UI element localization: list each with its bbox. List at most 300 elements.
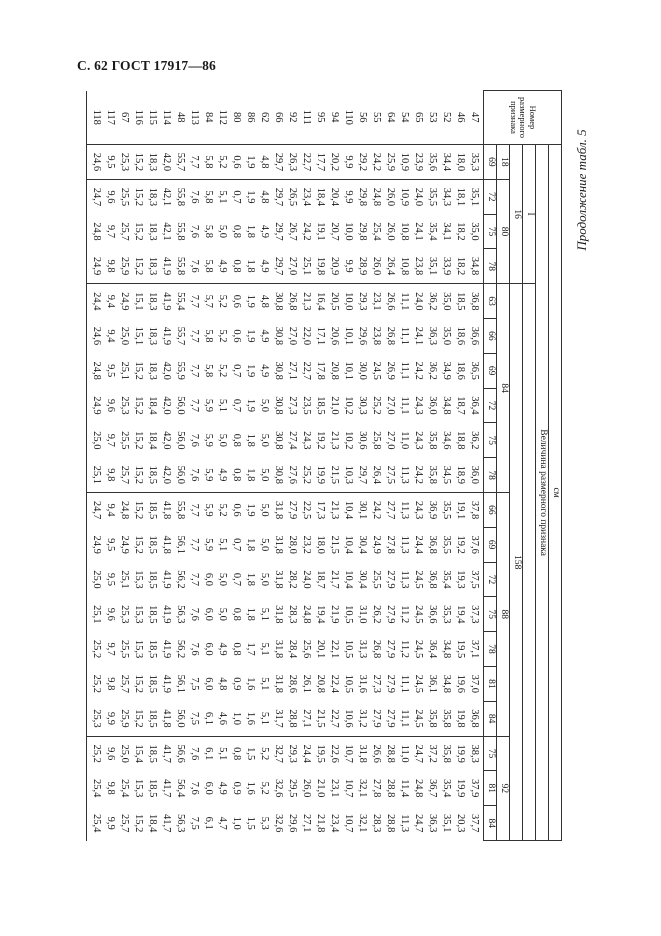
value-cell: 25,0	[87, 562, 104, 597]
value-cell: 27,8	[371, 779, 383, 798]
value-cell: 36,8	[467, 701, 484, 736]
value-cell: 20,2	[327, 145, 341, 180]
value-cell: 25,1	[87, 458, 104, 493]
value-cell: 37,3	[469, 605, 481, 624]
value-cell: 29,7	[273, 187, 285, 207]
value-cell: 34,8	[441, 639, 453, 659]
table-row	[173, 91, 187, 841]
level2-header: 158	[510, 284, 523, 841]
value-cell: 34,6	[441, 431, 453, 450]
value-cell: 6,1	[201, 701, 215, 736]
value-cell: 24,6	[87, 145, 104, 180]
value-cell: 5,1	[217, 190, 229, 204]
value-cell: 15,2	[131, 145, 145, 180]
column-header: 81	[484, 666, 497, 701]
table-row	[285, 91, 299, 841]
value-cell: 19,9	[313, 458, 327, 493]
value-cell: 15,2	[133, 361, 145, 380]
value-cell: 4,7	[217, 816, 229, 830]
table-row	[355, 91, 369, 841]
value-cell: 18,3	[147, 361, 159, 380]
table-row	[145, 91, 159, 841]
value-cell: 25,7	[119, 674, 131, 694]
feature-number-cell: 114	[159, 91, 173, 145]
value-cell: 18,5	[147, 744, 159, 763]
feature-number-cell: 54	[397, 91, 411, 145]
value-cell: 1,9	[243, 145, 257, 180]
value-cell: 15,3	[133, 605, 145, 624]
value-cell: 30,4	[357, 570, 369, 589]
value-cell: 27,0	[385, 431, 397, 450]
column-header: 84	[484, 701, 497, 736]
value-cell: 55,8	[175, 187, 187, 207]
feature-number-cell: 66	[271, 91, 285, 145]
value-cell: 19,4	[315, 605, 327, 624]
value-cell: 25,5	[119, 639, 131, 659]
value-cell: 24,4	[87, 284, 104, 319]
value-cell: 1,0	[229, 701, 243, 736]
value-cell: 24,7	[413, 814, 425, 833]
value-cell: 29,8	[357, 222, 369, 241]
value-cell: 5,0	[217, 224, 229, 239]
value-cell: 36,0	[467, 458, 484, 493]
value-cell: 30,8	[273, 292, 285, 311]
table-row	[271, 91, 285, 841]
value-cell: 7,5	[189, 677, 201, 691]
value-cell: 24,1	[413, 222, 425, 241]
value-cell: 24,4	[301, 744, 313, 763]
value-cell: 55,8	[175, 500, 187, 520]
value-cell: 36,8	[427, 535, 439, 554]
value-cell: 26,2	[371, 605, 383, 624]
size-features-table	[86, 90, 562, 841]
feature-number-cell: 113	[187, 91, 201, 145]
table-row	[87, 91, 104, 841]
value-cell: 1,6	[245, 677, 257, 691]
value-cell: 19,1	[455, 500, 467, 520]
value-cell: 41,7	[161, 744, 173, 763]
value-cell: 32,6	[273, 779, 285, 798]
value-cell: 5,2	[217, 294, 229, 308]
value-cell: 18,3	[147, 292, 159, 311]
value-cell: 41,9	[161, 605, 173, 624]
value-cell: 29,7	[271, 249, 285, 284]
value-cell: 25,4	[371, 222, 383, 241]
value-cell: 5,0	[217, 433, 229, 447]
page-header: С. 62 ГОСТ 17917—86	[77, 58, 216, 73]
value-cell: 9,5	[105, 572, 117, 587]
value-cell: 26,0	[385, 187, 397, 207]
value-cell: 26,9	[385, 361, 397, 380]
value-cell: 18,3	[147, 222, 159, 241]
value-cell: 37,0	[469, 674, 481, 694]
value-cell: 24,0	[301, 570, 313, 589]
value-cell: 4,9	[259, 364, 271, 378]
value-cell: 26,7	[287, 222, 299, 241]
value-cell: 5,8	[203, 190, 215, 204]
level3-header: 88	[497, 492, 510, 736]
value-cell: 30,6	[357, 431, 369, 450]
value-cell: 22,5	[301, 500, 313, 520]
value-cell: 10,5	[343, 605, 355, 624]
table-row	[313, 91, 327, 841]
value-cell: 23,1	[329, 779, 341, 798]
value-cell: 29,8	[357, 187, 369, 207]
value-cell: 24,8	[413, 779, 425, 798]
feature-number-cell: 94	[327, 91, 341, 145]
value-cell: 0,7	[231, 572, 243, 587]
value-cell: 56,2	[175, 570, 187, 589]
value-cell: 1,7	[245, 642, 257, 656]
value-cell: 20,3	[455, 814, 467, 833]
value-cell: 5,1	[257, 701, 271, 736]
value-cell: 10,7	[343, 744, 355, 763]
table-row	[341, 91, 355, 841]
value-cell: 25,9	[383, 145, 397, 180]
value-cell: 23,5	[301, 396, 313, 415]
value-cell: 11,1	[399, 292, 411, 311]
value-cell: 21,0	[329, 396, 341, 415]
value-cell: 29,3	[357, 292, 369, 311]
value-cell: 18,4	[147, 431, 159, 450]
value-cell: 18,2	[453, 249, 467, 284]
value-cell: 42,0	[159, 145, 173, 180]
value-cell: 20,7	[329, 222, 341, 241]
value-cell: 18,1	[455, 187, 467, 207]
value-cell: 41,8	[159, 701, 173, 736]
value-cell: 34,8	[441, 674, 453, 694]
column-header: 72	[484, 562, 497, 597]
level3-header: 80	[497, 179, 510, 283]
value-cell: 1,9	[245, 398, 257, 413]
value-cell: 23,2	[301, 535, 313, 554]
value-cell: 28,8	[385, 814, 397, 833]
value-cell: 22,1	[329, 639, 341, 659]
value-cell: 30,3	[357, 396, 369, 415]
value-cell: 19,1	[315, 222, 327, 241]
value-cell: 4,9	[217, 642, 229, 656]
value-cell: 7,7	[187, 145, 201, 180]
value-cell: 27,3	[371, 674, 383, 694]
value-cell: 28,2	[287, 570, 299, 589]
value-cell: 11,3	[399, 814, 411, 833]
value-cell: 25,1	[119, 570, 131, 589]
value-cell: 35,3	[441, 605, 453, 624]
value-cell: 27,9	[383, 701, 397, 736]
value-cell: 18,4	[147, 396, 159, 415]
value-cell: 42,0	[161, 361, 173, 380]
value-cell: 9,8	[103, 458, 117, 493]
value-cell: 5,9	[203, 538, 215, 552]
value-cell: 56,1	[175, 674, 187, 694]
value-cell: 1,8	[245, 607, 257, 621]
value-cell: 0,8	[231, 224, 243, 239]
value-cell: 21,7	[329, 570, 341, 589]
column-header: 63	[484, 284, 497, 319]
value-cell: 19,5	[315, 744, 327, 763]
column-header: 69	[484, 527, 497, 562]
value-cell: 4,9	[259, 329, 271, 343]
value-cell: 24,7	[413, 744, 425, 763]
value-cell: 21,5	[329, 535, 341, 554]
value-cell: 24,3	[413, 431, 425, 450]
value-cell: 15,2	[133, 431, 145, 450]
value-cell: 56,0	[175, 431, 187, 450]
value-cell: 1,9	[245, 503, 257, 517]
value-cell: 9,6	[105, 607, 117, 621]
value-cell: 18,5	[147, 570, 159, 589]
value-cell: 5,2	[215, 145, 229, 180]
value-cell: 55,8	[175, 222, 187, 241]
value-cell: 9,9	[341, 249, 355, 284]
value-cell: 9,6	[105, 398, 117, 413]
value-cell: 9,7	[105, 642, 117, 656]
value-cell: 24,0	[413, 292, 425, 311]
table-row	[243, 91, 257, 841]
value-cell: 16,4	[315, 292, 327, 311]
value-cell: 7,5	[187, 701, 201, 736]
value-cell: 27,9	[385, 570, 397, 589]
value-cell: 37,9	[469, 779, 481, 798]
value-cell: 5,1	[217, 538, 229, 552]
value-cell: 1,9	[245, 364, 257, 378]
value-cell: 1,8	[243, 458, 257, 493]
value-cell: 7,7	[189, 398, 201, 413]
value-cell: 25,0	[119, 744, 131, 763]
value-cell: 9,4	[105, 294, 117, 308]
value-cell: 18,0	[453, 145, 467, 180]
value-cell: 21,3	[329, 431, 341, 450]
value-cell: 28,8	[385, 744, 397, 763]
value-cell: 35,8	[425, 458, 439, 493]
value-cell: 18,2	[455, 222, 467, 241]
feature-number-cell: 84	[201, 91, 215, 145]
value-cell: 42,1	[161, 187, 173, 207]
value-cell: 15,1	[133, 326, 145, 346]
value-cell: 9,9	[105, 816, 117, 830]
value-cell: 9,7	[105, 224, 117, 239]
value-cell: 18,5	[455, 292, 467, 311]
value-cell: 34,4	[439, 145, 453, 180]
value-cell: 30,0	[357, 361, 369, 380]
value-cell: 0,6	[231, 503, 243, 517]
value-cell: 1,0	[231, 816, 243, 830]
value-cell: 5,2	[259, 747, 271, 761]
value-cell: 15,2	[133, 500, 145, 520]
value-cell: 24,8	[371, 187, 383, 207]
value-cell: 22,7	[327, 701, 341, 736]
value-cell: 11,1	[399, 396, 411, 415]
value-cell: 1,8	[245, 433, 257, 447]
value-cell: 1,5	[245, 747, 257, 761]
value-cell: 17,7	[313, 145, 327, 180]
value-cell: 18,3	[147, 326, 159, 346]
feature-number-cell: 112	[215, 91, 229, 145]
column-header: 72	[484, 388, 497, 423]
value-cell: 4,9	[259, 224, 271, 239]
value-cell: 36,1	[427, 674, 439, 694]
value-cell: 31,0	[357, 605, 369, 624]
value-cell: 4,9	[215, 249, 229, 284]
value-cell: 29,3	[287, 744, 299, 763]
table-row	[425, 91, 439, 841]
value-cell: 24,5	[371, 361, 383, 380]
value-cell: 24,9	[87, 388, 104, 423]
value-cell: 25,6	[301, 639, 313, 659]
value-cell: 35,6	[425, 145, 439, 180]
value-cell: 25,4	[87, 771, 104, 806]
value-cell: 26,8	[385, 326, 397, 346]
feature-number-cell: 111	[299, 91, 313, 145]
level1-empty-header	[523, 284, 536, 841]
value-cell: 37,1	[469, 639, 481, 659]
value-cell: 56,2	[175, 639, 187, 659]
value-cell: 18,5	[145, 458, 159, 493]
value-cell: 9,9	[341, 145, 355, 180]
value-cell: 28,8	[285, 701, 299, 736]
value-cell: 25,2	[299, 458, 313, 493]
value-cell: 7,6	[189, 781, 201, 795]
value-cell: 31,8	[273, 570, 285, 589]
value-cell: 41,9	[159, 249, 173, 284]
value-cell: 9,8	[105, 677, 117, 691]
value-cell: 41,8	[161, 535, 173, 554]
value-cell: 18,0	[315, 535, 327, 554]
value-cell: 0,8	[231, 607, 243, 621]
value-cell: 24,5	[413, 674, 425, 694]
value-cell: 36,7	[427, 779, 439, 798]
value-cell: 28,3	[287, 605, 299, 624]
value-cell: 15,2	[133, 814, 145, 833]
value-cell: 9,4	[105, 503, 117, 517]
value-cell: 0,6	[231, 329, 243, 343]
value-cell: 23,8	[371, 326, 383, 346]
value-cell: 36,8	[427, 570, 439, 589]
value-cell: 36,4	[469, 396, 481, 415]
value-cell: 5,0	[259, 433, 271, 447]
value-cell: 25,3	[119, 605, 131, 624]
value-cell: 21,3	[329, 500, 341, 520]
value-cell: 17,1	[315, 326, 327, 346]
value-cell: 18,5	[147, 674, 159, 694]
value-cell: 5,0	[259, 503, 271, 517]
value-cell: 18,7	[455, 396, 467, 415]
value-cell: 25,4	[87, 806, 104, 841]
value-cell: 1,9	[245, 294, 257, 308]
value-cell: 42,0	[161, 396, 173, 415]
value-cell: 5,0	[217, 572, 229, 587]
table-row	[299, 91, 313, 841]
value-cell: 6,0	[203, 677, 215, 691]
value-cell: 25,0	[87, 423, 104, 458]
value-cell: 18,5	[145, 701, 159, 736]
value-cell: 24,9	[371, 535, 383, 554]
value-cell: 5,8	[203, 364, 215, 378]
value-cell: 27,6	[285, 458, 299, 493]
value-cell: 10,8	[397, 249, 411, 284]
value-cell: 0,9	[231, 781, 243, 795]
value-cell: 21,8	[315, 814, 327, 833]
value-cell: 5,1	[259, 642, 271, 656]
value-cell: 37,8	[469, 500, 481, 520]
value-cell: 11,3	[397, 458, 411, 493]
value-cell: 26,0	[385, 222, 397, 241]
value-cell: 9,9	[343, 190, 355, 204]
value-cell: 18,5	[147, 779, 159, 798]
value-cell: 24,7	[87, 179, 104, 214]
value-cell: 6,1	[203, 816, 215, 830]
value-cell: 6,0	[203, 607, 215, 621]
value-cell: 28,9	[355, 249, 369, 284]
value-cell: 25,7	[119, 814, 131, 833]
value-cell: 28,8	[385, 779, 397, 798]
value-cell: 19,5	[455, 639, 467, 659]
column-header: 72	[484, 179, 497, 214]
value-cell: 25,1	[299, 249, 313, 284]
value-cell: 15,2	[133, 187, 145, 207]
value-cell: 30,4	[357, 535, 369, 554]
value-cell: 31,8	[273, 674, 285, 694]
value-cell: 27,1	[287, 361, 299, 380]
value-cell: 25,7	[119, 222, 131, 241]
value-cell: 56,0	[175, 396, 187, 415]
value-cell: 31,8	[357, 744, 369, 763]
table-row	[383, 91, 397, 841]
value-cell: 35,1	[469, 187, 481, 207]
value-cell: 15,2	[131, 249, 145, 284]
feature-number-cell: 64	[383, 91, 397, 145]
table-row	[201, 91, 215, 841]
value-cell: 10,1	[343, 361, 355, 380]
value-cell: 19,8	[453, 701, 467, 736]
column-header: 69	[484, 145, 497, 180]
value-cell: 20,8	[315, 674, 327, 694]
value-cell: 26,0	[301, 779, 313, 798]
value-cell: 18,3	[145, 145, 159, 180]
value-cell: 31,8	[273, 535, 285, 554]
value-cell: 19,3	[455, 570, 467, 589]
value-cell: 24,6	[87, 318, 104, 353]
value-cell: 20,4	[329, 187, 341, 207]
value-cell: 11,3	[399, 570, 411, 589]
value-cell: 38,3	[469, 744, 481, 763]
value-cell: 6,0	[203, 781, 215, 795]
table-row	[369, 91, 383, 841]
value-cell: 0,9	[231, 677, 243, 691]
value-cell: 25,1	[87, 597, 104, 632]
value-cell: 20,8	[329, 361, 341, 380]
value-cell: 27,1	[301, 814, 313, 833]
value-cell: 41,9	[161, 674, 173, 694]
value-cell: 24,2	[371, 500, 383, 520]
value-cell: 26,0	[369, 249, 383, 284]
value-cell: 35,4	[441, 570, 453, 589]
value-cell: 0,7	[231, 398, 243, 413]
value-cell: 25,5	[119, 431, 131, 450]
value-cell: 10,1	[343, 326, 355, 346]
value-cell: 23,4	[329, 814, 341, 833]
feature-number-header: Номер размерного признака	[484, 91, 562, 145]
value-cell: 24,2	[411, 458, 425, 493]
value-cell: 28,6	[287, 674, 299, 694]
value-cell: 1,5	[245, 816, 257, 830]
value-cell: 0,7	[231, 364, 243, 378]
level2-header: 16	[510, 145, 523, 284]
value-header: Величина размерного признака	[536, 145, 549, 841]
value-cell: 26,6	[371, 744, 383, 763]
level3-header: 84	[497, 284, 510, 493]
value-cell: 41,9	[161, 570, 173, 589]
